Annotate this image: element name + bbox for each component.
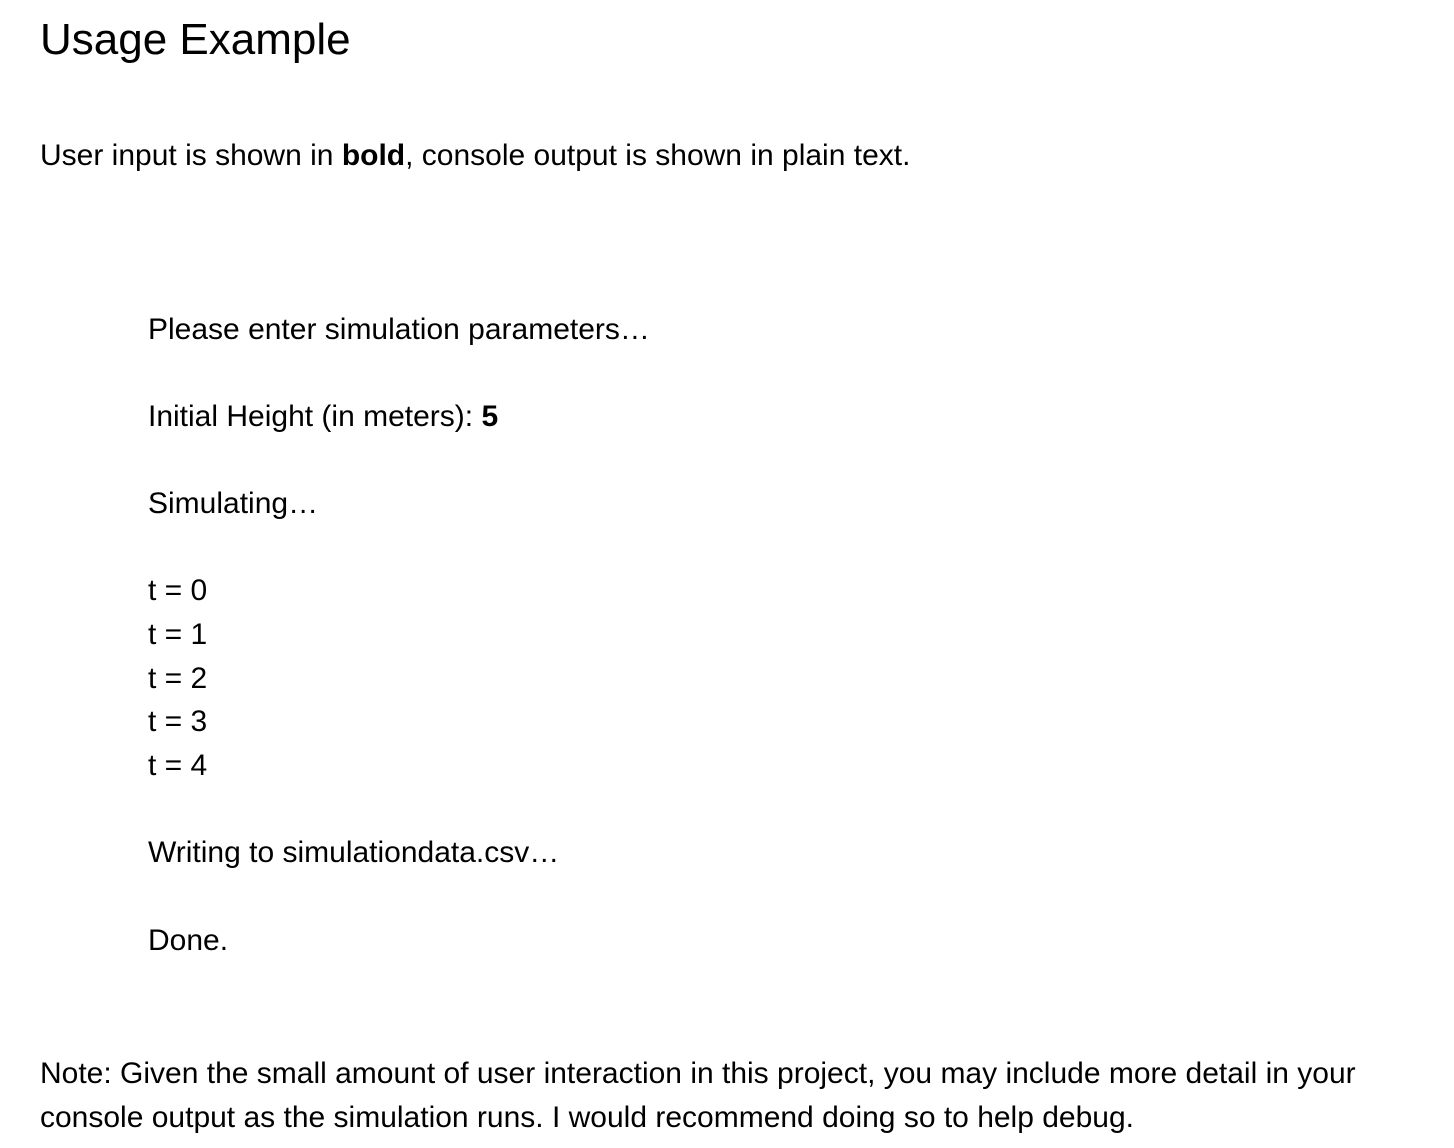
console-simulating: Simulating… — [148, 487, 319, 520]
console-height-line — [148, 399, 498, 435]
page-title: Usage Example — [40, 15, 351, 64]
note-paragraph: Note: Given the small amount of user interaction in this project, you may include more detail in your console output as the simulation runs. I would recommend doing so to help debug. — [40, 1057, 1356, 1134]
timestep-line: t = 3 — [148, 705, 208, 738]
timestep-line: t = 2 — [148, 662, 208, 695]
console-prompt: Please enter simulation parameters… — [148, 313, 650, 346]
timestep-line: t = 1 — [148, 618, 208, 651]
intro-paragraph — [40, 138, 910, 174]
height-user-input: 5 — [481, 400, 499, 433]
intro-prefix: User input is shown in — [40, 139, 342, 172]
timestep-line: t = 0 — [148, 574, 208, 607]
intro-suffix: , console output is shown in plain text. — [405, 139, 911, 172]
console-done: Done. — [148, 924, 229, 957]
intro-bold-word: bold — [341, 139, 406, 172]
console-writing: Writing to simulationdata.csv… — [148, 836, 560, 869]
height-label: Initial Height (in meters): — [148, 400, 482, 433]
timestep-line: t = 4 — [148, 749, 208, 782]
